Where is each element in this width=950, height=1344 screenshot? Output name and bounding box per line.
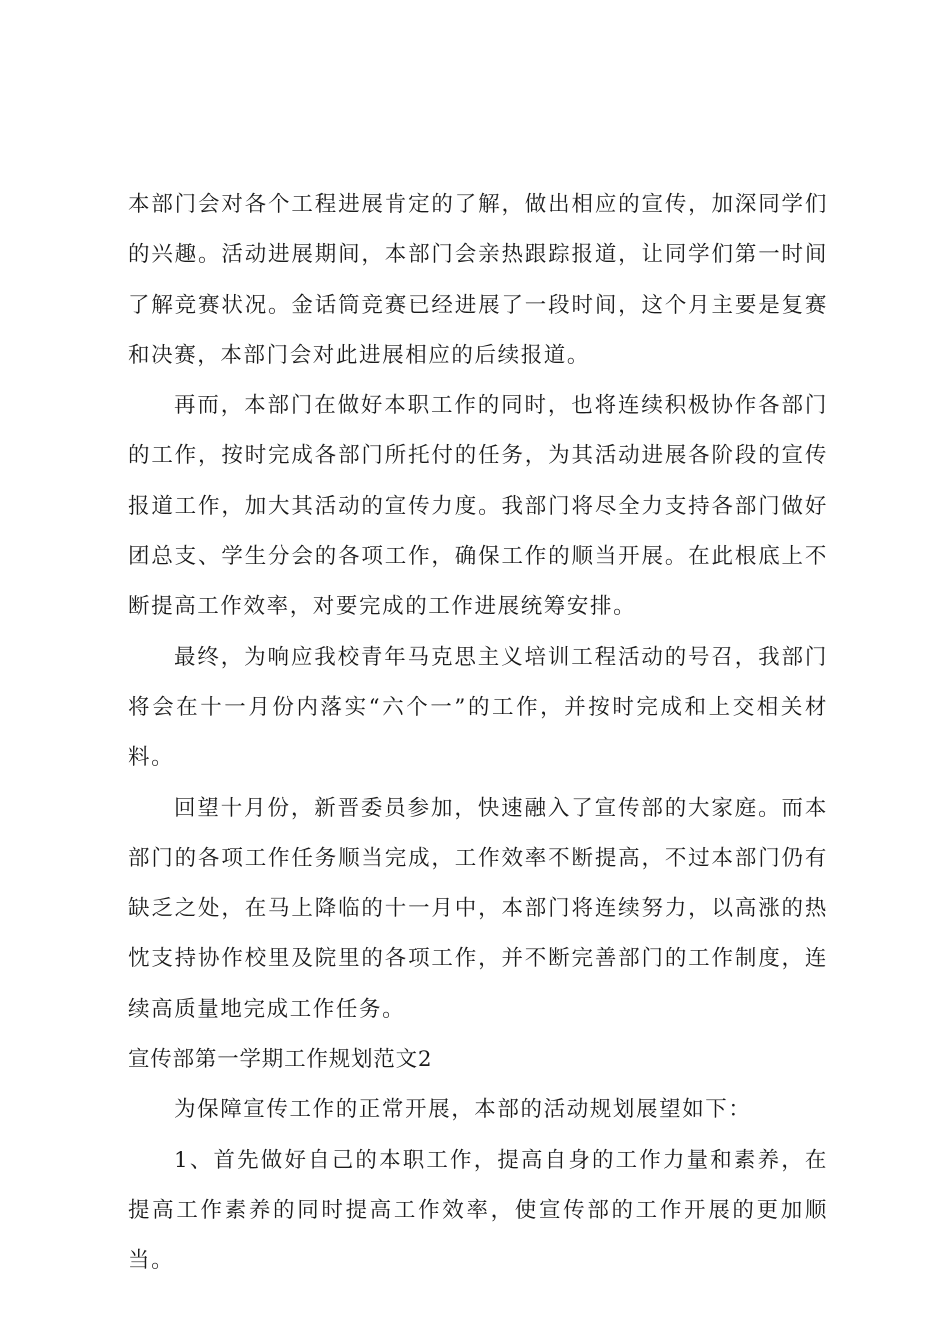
paragraph-plan-intro: 为保障宣传工作的正常开展，本部的活动规划展望如下： bbox=[174, 1097, 752, 1123]
paragraph-marxism-program: 最终，为响应我校青年马克思主义培训工程活动的号召，我部门将会在十一月份内落实“六个一”的工作，并按时完成和上交相关材料。 bbox=[128, 644, 828, 771]
paragraph-october-review: 回望十月份，新晋委员参加，快速融入了宣传部的大家庭。而本部门的各项工作任务顺当完成，工作效率不断提高，不过本部门仍有缺乏之处，在马上降临的十一月中，本部门将连续努力，以高涨的热忱支持协作校里及院里的各项工作，并不断完善部门的工作制度，连续高质量地完成工作任务。 bbox=[128, 795, 828, 1022]
section-heading: 宣传部第一学期工作规划范文2 bbox=[128, 1047, 433, 1073]
document-body bbox=[128, 180, 828, 1287]
paragraph-cooperation: 再而，本部门在做好本职工作的同时，也将连续积极协作各部门的工作，按时完成各部门所托付的任务，为其活动进展各阶段的宣传报道工作，加大其活动的宣传力度。我部门将尽全力支持各部门做好团总支、学生分会的各项工作，确保工作的顺当开展。在此根底上不断提高工作效率，对要完成的工作进展统筹安排。 bbox=[128, 393, 828, 620]
paragraph-plan-item-1: 1、首先做好自己的本职工作，提高自身的工作力量和素养，在提高工作素养的同时提高工作效率，使宣传部的工作开展的更加顺当。 bbox=[128, 1147, 828, 1274]
paragraph-coverage: 本部门会对各个工程进展肯定的了解，做出相应的宣传，加深同学们的兴趣。活动进展期间，本部门会亲热跟踪报道，让同学们第一时间了解竞赛状况。金话筒竞赛已经进展了一段时间，这个月主要是复赛和决赛，本部门会对此进展相应的后续报道。 bbox=[128, 192, 828, 368]
